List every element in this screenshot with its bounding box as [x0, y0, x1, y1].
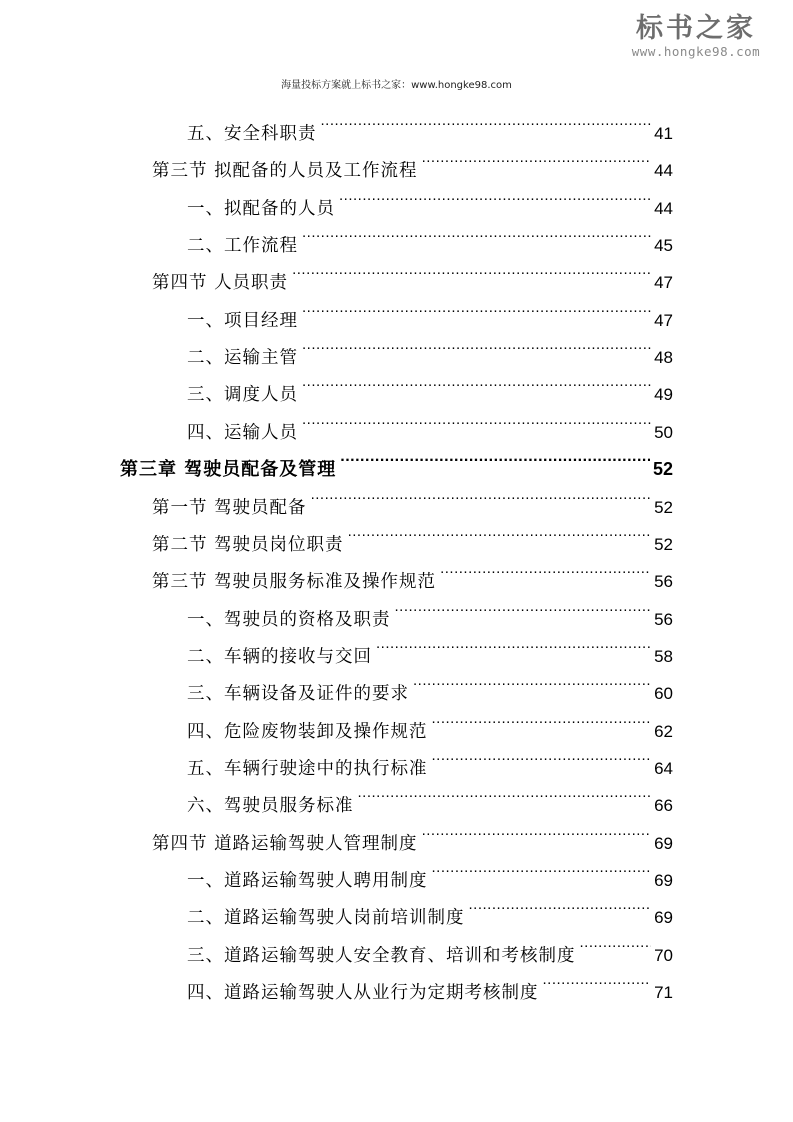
toc-dot-leader: [395, 588, 652, 625]
toc-entry-label: 一、道路运输驾驶人聘用制度: [187, 871, 428, 891]
toc-dot-leader: [302, 326, 651, 363]
toc-dot-leader: [422, 812, 652, 849]
toc-entry-label: 三、调度人员: [187, 385, 298, 406]
toc-entry-label: 一、驾驶员的资格及职责: [187, 609, 391, 630]
toc-entry[interactable]: [152, 812, 673, 854]
toc-entry-page-number: 49: [654, 385, 673, 405]
toc-entry[interactable]: [120, 438, 673, 481]
toc-entry[interactable]: [187, 625, 673, 667]
toc-dot-leader: [358, 774, 652, 811]
toc-entry-page-number: 50: [654, 422, 673, 442]
toc-entry[interactable]: [152, 550, 673, 593]
toc-entry[interactable]: [187, 662, 673, 705]
toc-dot-leader: [348, 513, 652, 550]
toc-entry-page-number: 45: [654, 236, 673, 256]
toc-dot-leader: [339, 177, 651, 214]
toc-entry-label: 五、车辆行驶途中的执行标准: [187, 758, 428, 779]
toc-entry-page-number: 69: [654, 871, 673, 890]
toc-dot-leader: [302, 401, 651, 438]
toc-entry-label: 第四节 道路运输驾驶人管理制度: [152, 833, 418, 854]
toc-entry[interactable]: [152, 139, 673, 182]
toc-entry-label: 一、拟配备的人员: [187, 198, 335, 219]
toc-entry-page-number: 56: [654, 609, 673, 629]
toc-dot-leader: [292, 251, 651, 288]
header-site-line: 海量投标方案就上标书之家：www.hongke98.com: [281, 80, 512, 91]
toc-dot-leader: [413, 662, 651, 699]
toc-entry-page-number: 70: [654, 945, 673, 965]
toc-entry-page-number: 71: [654, 983, 673, 1003]
toc-entry[interactable]: [187, 886, 673, 929]
toc-entry[interactable]: [187, 177, 673, 219]
toc-entry-page-number: 52: [654, 497, 673, 517]
toc-entry-page-number: 56: [654, 572, 673, 592]
toc-entry-label: 三、道路运输驾驶人安全教育、培训和考核制度: [187, 945, 576, 966]
toc-dot-leader: [302, 363, 651, 400]
toc-dot-leader: [580, 924, 652, 961]
toc-dot-leader: [376, 625, 651, 662]
toc-entry-page-number: 69: [654, 833, 673, 853]
toc-entry-label: 第四节 人员职责: [152, 273, 289, 294]
toc-entry-label: 六、驾驶员服务标准: [187, 796, 354, 817]
toc-entry-label: 第二节 驾驶员岗位职责: [152, 534, 344, 555]
toc-entry-label: 二、道路运输驾驶人岗前培训制度: [187, 908, 465, 929]
toc-entry-page-number: 64: [654, 758, 673, 778]
toc-entry-label: 第三章 驾驶员配备及管理: [120, 459, 337, 481]
toc-entry-label: 二、车辆的接收与交回: [187, 646, 372, 667]
toc-dot-leader: [311, 476, 652, 513]
toc-entry-label: 一、项目经理: [187, 310, 298, 331]
toc-entry-label: 第三节 拟配备的人员及工作流程: [152, 161, 418, 182]
toc-entry-page-number: 44: [654, 161, 673, 181]
toc-entry[interactable]: [187, 102, 673, 144]
toc-entry-page-number: 52: [654, 534, 673, 554]
toc-entry[interactable]: [187, 214, 673, 257]
toc-dot-leader: [432, 700, 652, 737]
toc-entry[interactable]: [187, 326, 673, 369]
toc-entry-label: 四、道路运输驾驶人从业行为定期考核制度: [187, 983, 539, 1004]
toc-entry-page-number: 47: [654, 273, 673, 293]
toc-entry[interactable]: [187, 961, 673, 1004]
toc-entry-label: 二、工作流程: [187, 236, 298, 257]
toc-dot-leader: [422, 139, 652, 176]
toc-entry-label: 第一节 驾驶员配备: [152, 497, 307, 518]
toc-entry-page-number: 66: [654, 796, 673, 816]
toc-entry[interactable]: [187, 289, 673, 331]
toc-entry[interactable]: [187, 700, 673, 742]
toc-entry-label: 第三节 驾驶员服务标准及操作规范: [152, 572, 437, 593]
toc-entry-label: 五、安全科职责: [187, 124, 317, 144]
toc-entry-label: 二、运输主管: [187, 348, 298, 369]
toc-dot-leader: [432, 849, 652, 886]
toc-dot-leader: [440, 550, 651, 587]
toc-entry-page-number: 52: [652, 459, 673, 480]
toc-entry-page-number: 44: [654, 198, 673, 218]
toc-dot-leader: [321, 102, 652, 139]
logo-url: www.hongke98.com: [631, 44, 761, 59]
toc-entry[interactable]: [187, 401, 673, 443]
toc-entry-label: 四、运输人员: [187, 422, 298, 443]
toc-entry-label: 四、危险废物装卸及操作规范: [187, 721, 428, 742]
toc-dot-leader: [302, 214, 651, 251]
toc-dot-leader: [543, 961, 652, 998]
toc-entry[interactable]: [187, 737, 673, 779]
toc-dot-leader: [340, 438, 650, 475]
toc-entry[interactable]: [187, 774, 673, 817]
toc-entry[interactable]: [187, 363, 673, 406]
toc-entry-page-number: 48: [654, 348, 673, 368]
brand-logo: [621, 14, 771, 60]
toc-entry[interactable]: [152, 251, 673, 294]
toc-entry-page-number: 47: [654, 310, 673, 330]
toc-dot-leader: [302, 289, 651, 326]
toc-entry[interactable]: [187, 588, 673, 630]
toc-entry[interactable]: [187, 849, 673, 891]
toc-entry-page-number: 69: [654, 908, 673, 928]
toc-entry-page-number: 60: [654, 684, 673, 704]
toc-dot-leader: [469, 886, 652, 923]
toc-entry-page-number: 41: [654, 124, 673, 143]
toc-entry-page-number: 62: [654, 721, 673, 741]
toc-entry[interactable]: [187, 924, 673, 966]
toc-entry-page-number: 58: [654, 646, 673, 666]
toc-entry[interactable]: [152, 513, 673, 555]
toc-dot-leader: [432, 737, 652, 774]
toc-entry-label: 三、车辆设备及证件的要求: [187, 684, 409, 705]
logo-title: 标书之家: [636, 13, 756, 44]
toc-entry[interactable]: [152, 476, 673, 518]
